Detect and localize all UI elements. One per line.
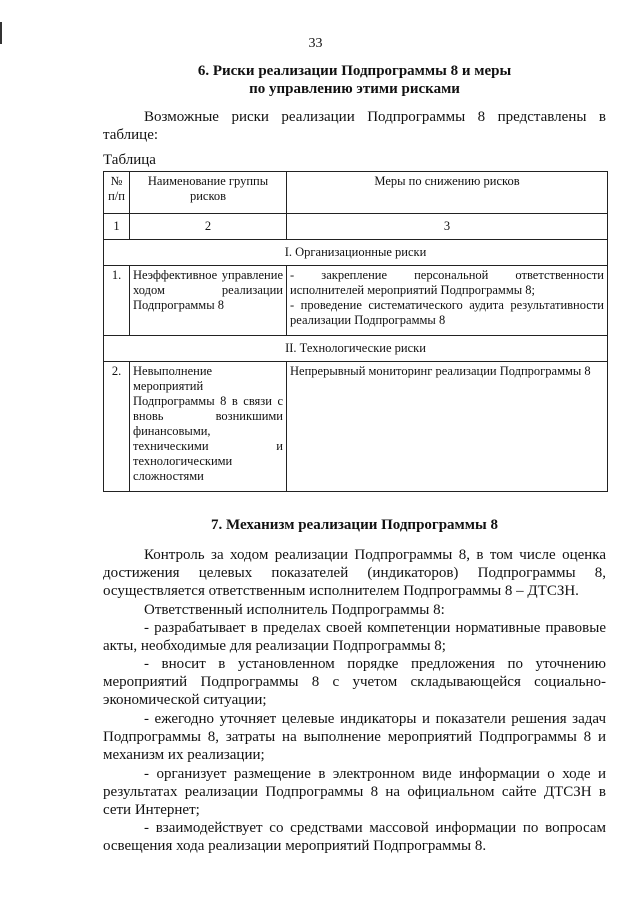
header-risk-group: Наименование группы рисков (130, 172, 287, 214)
section-title-technological: II. Технологические риски (104, 336, 608, 362)
risk-measures (287, 266, 608, 336)
measure-item: - проведение систематического аудита результативности реализации Подпрограммы 8 (290, 298, 604, 327)
table-caption: Таблица (103, 152, 156, 168)
section-7-paragraph: - вносит в установленном порядке предложения по уточнению мероприятий Подпрограммы 8 с учетом складывающейся социально-экономической ситуации; (103, 656, 606, 708)
section-7-paragraph: - ежегодно уточняет целевые индикаторы и показатели решения задач Подпрограммы 8, затраты на выполнение мероприятий Подпрограммы 8 и механизм их реализации; (103, 711, 606, 763)
risk-measures (287, 362, 608, 492)
section-7-paragraph: Контроль за ходом реализации Подпрограммы 8, в том числе оценка достижения целевых показателей (индикаторов) Подпрограммы 8, осуществляется ответственным исполнителем Подпрограммы 8 – ДТСЗН. (103, 547, 606, 599)
section-7-paragraph: Ответственный исполнитель Подпрограммы 8: (144, 602, 445, 618)
table-row (104, 266, 608, 336)
page-number: 33 (308, 36, 323, 51)
header-number: № п/п (104, 172, 130, 214)
table-numbering-row (104, 214, 608, 240)
numbering-cell-1: 1 (104, 214, 130, 240)
risk-name: Невыполнение мероприятий Подпрограммы 8 в связи с вновь возникшими финансовыми, техническими и технологическими сложностями (130, 362, 287, 492)
section-6-title-line-1: 6. Риски реализации Подпрограммы 8 и меры (197, 63, 512, 79)
row-number: 1. (104, 266, 130, 336)
table-header-row (104, 172, 608, 214)
section-7-paragraph: - разрабатывает в пределах своей компетенции нормативные правовые акты, необходимые для реализации Подпрограммы 8; (103, 620, 606, 654)
measure-item: - закрепление персональной ответственности исполнителей мероприятий Подпрограммы 8; (290, 268, 604, 297)
risks-table (103, 171, 608, 492)
table-row (104, 362, 608, 492)
row-number: 2. (104, 362, 130, 492)
section-6-intro: Возможные риски реализации Подпрограммы 8 представлены в таблице: (103, 109, 606, 143)
section-row-technological (104, 336, 608, 362)
risk-name: Неэффективное управление ходом реализации Подпрограммы 8 (130, 266, 287, 336)
header-measures: Меры по снижению рисков (287, 172, 608, 214)
numbering-cell-2: 2 (130, 214, 287, 240)
section-row-organizational (104, 240, 608, 266)
numbering-cell-3: 3 (287, 214, 608, 240)
section-title-organizational: I. Организационные риски (104, 240, 608, 266)
section-7-paragraph: - взаимодействует со средствами массовой информации по вопросам освещения хода реализации мероприятий Подпрограммы 8. (103, 820, 606, 854)
section-7-title: 7. Механизм реализации Подпрограммы 8 (211, 517, 498, 533)
section-6-title (103, 62, 606, 98)
measure-item: Непрерывный мониторинг реализации Подпрограммы 8 (290, 364, 591, 378)
section-6-title-line-2: по управлению этими рисками (249, 81, 460, 97)
section-7-paragraph: - организует размещение в электронном виде информации о ходе и результатах реализации Подпрограммы 8 на официальном сайте ДТСЗН в сети Интернет; (103, 766, 606, 818)
